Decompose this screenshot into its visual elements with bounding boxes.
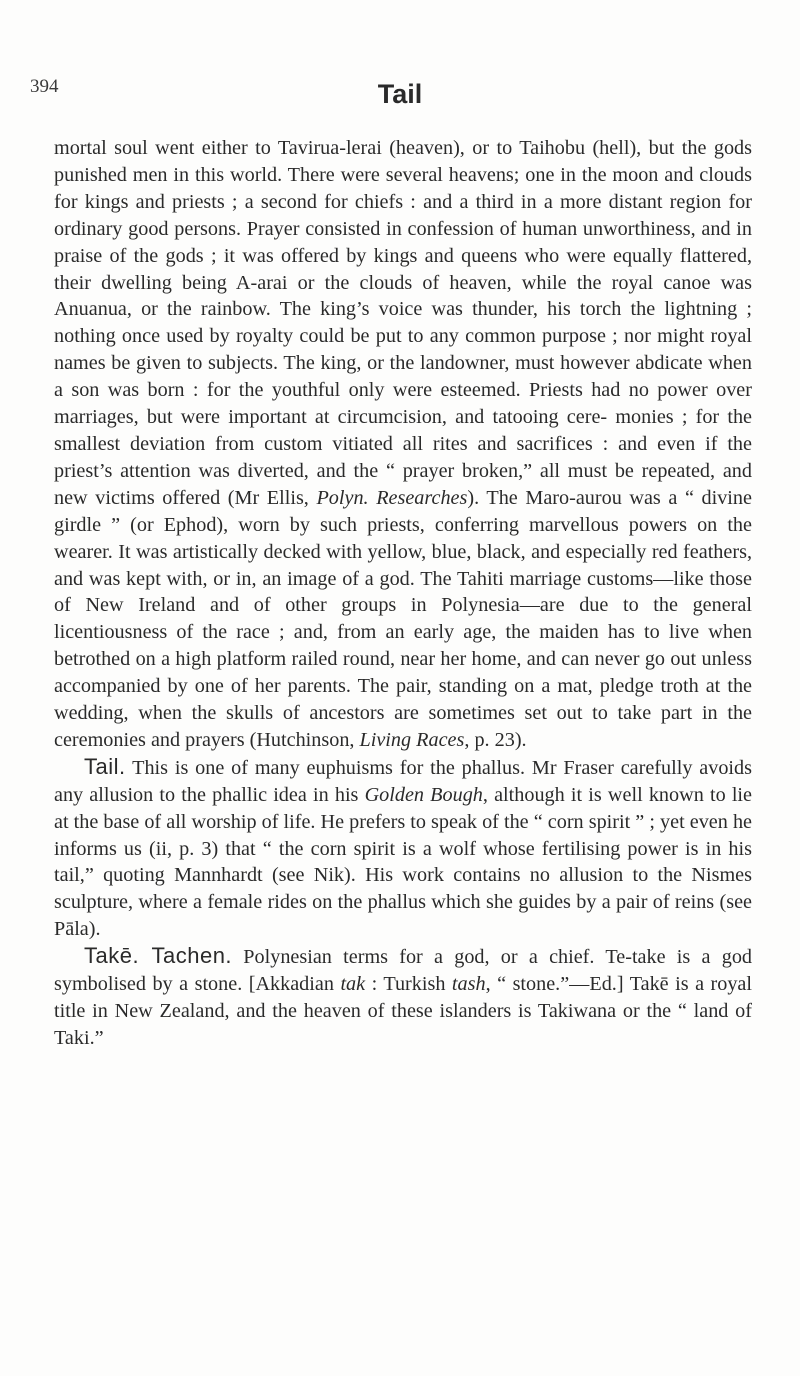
continuation-text-3: , p. 23).	[464, 728, 527, 751]
citation-golden-bough: Golden Bough	[364, 783, 483, 806]
page-number: 394	[30, 76, 59, 97]
continuation-paragraph	[54, 135, 752, 754]
entry-take-text-1: Polynesian terms for a god, or a chief. Te-take is a god symbolised by a stone. [Akkadian	[54, 946, 753, 996]
continuation-text-1: mortal soul went either to Tavirua-lerai (heaven), or to Taihobu (hell), but the gods punished men in this world. There were several heavens; one in the moon and clouds for kings and priests ; a second for chiefs : and a third in a more distant region for ordinary good persons. Prayer consisted in confession of human unworthiness, and in praise of the gods ; it was offered by kings and queens who were equally flattered, their dwelling being A-arai or the clouds of heaven, while the royal canoe was Anuanua, or the rainbow. The king’s voice was thunder, his torch the lightning ; nothing once used by royalty could be put to any common purpose ; nor might royal names be given to subjects. The king, or the landowner, must however abdicate when a son was born : for the youthful only were esteemed. Priests had no power over marriages, but were important at circumcision, and tatooing cere- monies ; for the smallest deviation from custom vitiated all rites and sacrifices : and even if the priest’s attention was diverted, and the “ prayer broken,” all must be repeated, and new victims offered (Mr Ellis,	[54, 137, 752, 509]
headword-take: Takē. Tachen.	[84, 943, 233, 969]
page-body	[54, 135, 752, 1052]
entry-tail-text-2: , although it is well known to lie at the base of all worship of life. He prefers to speak of the “ corn spirit ” ; yet even he informs us (ii, p. 3) that “ the corn spirit is a wolf whose fertilising power is in his tail,” quoting Mannhardt (see Nik). His work contains no allusion to the Nismes sculpture, where a female rides on the phallus which she guides by a pair of reins (see Pāla).	[54, 783, 753, 941]
citation-polyn-researches: Polyn. Researches	[316, 486, 468, 509]
continuation-text-2: ). The Maro-aurou was a “ divine girdle ” (or Ephod), worn by such priests, conferring marvellous powers on the wearer. It was artistically decked with yellow, blue, black, and especially red feathers, and was kept with, or in, an image of a god. The Tahiti marriage customs—like those of New Ireland and of other groups in Polynesia—are due to the general licentiousness of the race ; and, from an early age, the maiden has to live when betrothed on a high platform railed round, near her home, and can never go out unless accompanied by one of her parents. The pair, standing on a mat, pledge troth at the wedding, when the skulls of ancestors are sometimes set out to take part in the ceremonies and prayers (Hutchinson,	[54, 486, 752, 751]
entry-take-text-2: : Turkish	[365, 973, 452, 996]
term-tash: tash	[451, 973, 486, 996]
citation-living-races: Living Races	[359, 728, 465, 751]
headword-tail: Tail.	[84, 753, 126, 779]
entry-take	[54, 943, 752, 1052]
entry-tail	[54, 754, 752, 943]
entry-take-text-3: , “ stone.”—Ed.] Takē is a royal title in New Zealand, and the heaven of these islanders is Takiwana or the “ land of Taki.”	[54, 973, 753, 1049]
running-head: Tail	[377, 79, 423, 109]
term-tak: tak	[340, 973, 366, 996]
entry-tail-text-1: This is one of many euphuisms for the phallus. Mr Fraser carefully avoids any allusion to the phallic idea in his	[54, 756, 752, 806]
